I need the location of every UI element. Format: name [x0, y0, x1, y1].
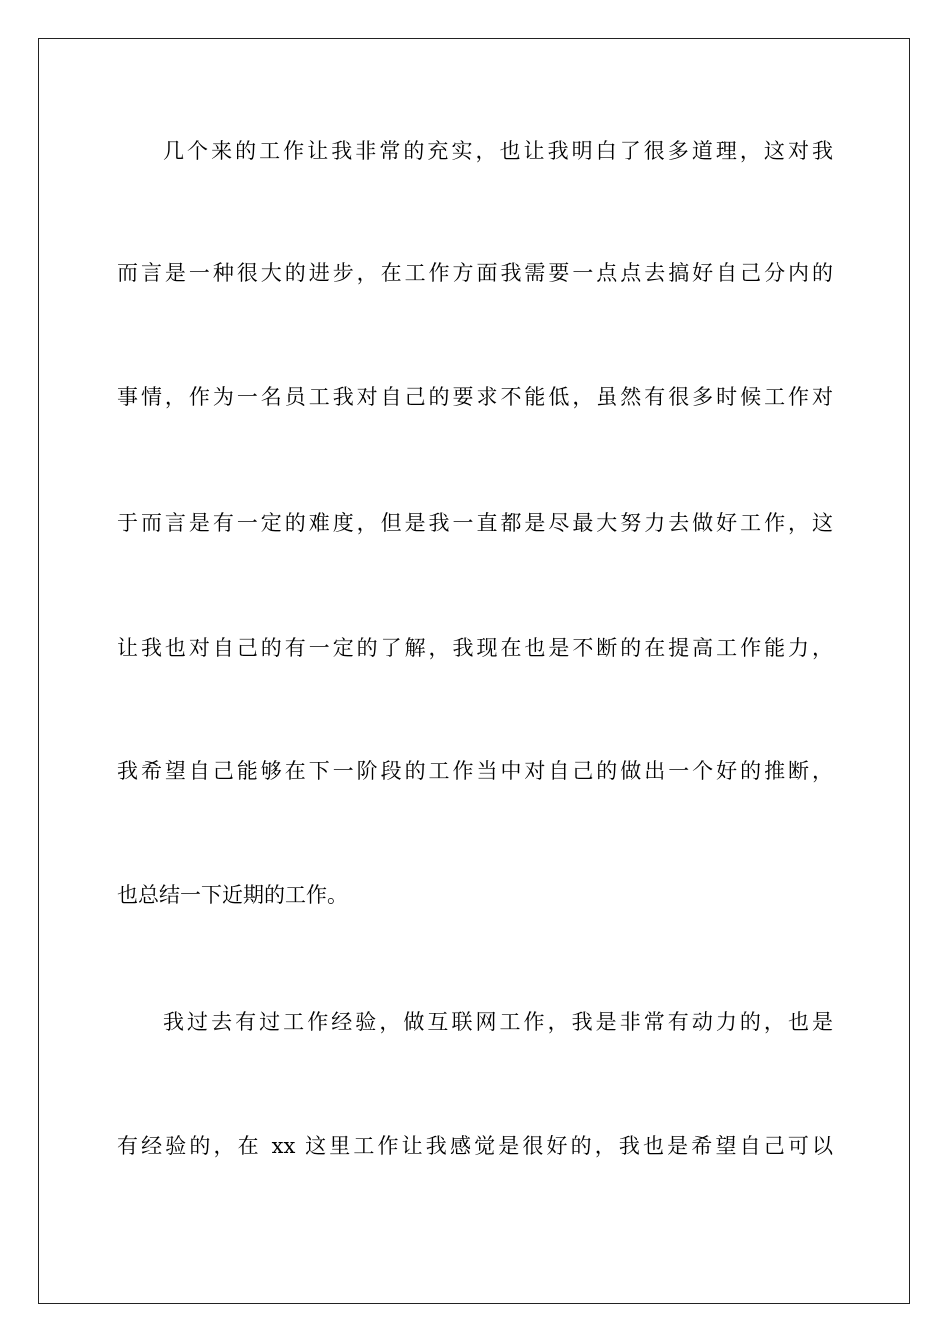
paragraph-1-line-4: 于而言是有一定的难度，但是我一直都是尽最大努力去做好工作，这: [117, 511, 833, 535]
paragraph-2-line-1: 我过去有过工作经验，做互联网工作，我是非常有动力的，也是: [163, 1010, 833, 1034]
paragraph-1-line-5: 让我也对自己的有一定的了解，我现在也是不断的在提高工作能力，: [117, 636, 833, 660]
paragraph-1-line-1: 几个来的工作让我非常的充实，也让我明白了很多道理，这对我: [163, 139, 833, 163]
paragraph-1-line-2: 而言是一种很大的进步，在工作方面我需要一点点去搞好自己分内的: [117, 261, 833, 285]
paragraph-2-line-2: 有经验的，在 xx 这里工作让我感觉是很好的，我也是希望自己可以: [117, 1134, 833, 1158]
page-border: [38, 38, 910, 1304]
paragraph-1-line-3: 事情，作为一名员工我对自己的要求不能低，虽然有很多时候工作对: [117, 385, 833, 409]
paragraph-1-line-7: 也总结一下近期的工作。: [117, 883, 348, 907]
paragraph-1-line-6: 我希望自己能够在下一阶段的工作当中对自己的做出一个好的推断，: [117, 759, 833, 783]
